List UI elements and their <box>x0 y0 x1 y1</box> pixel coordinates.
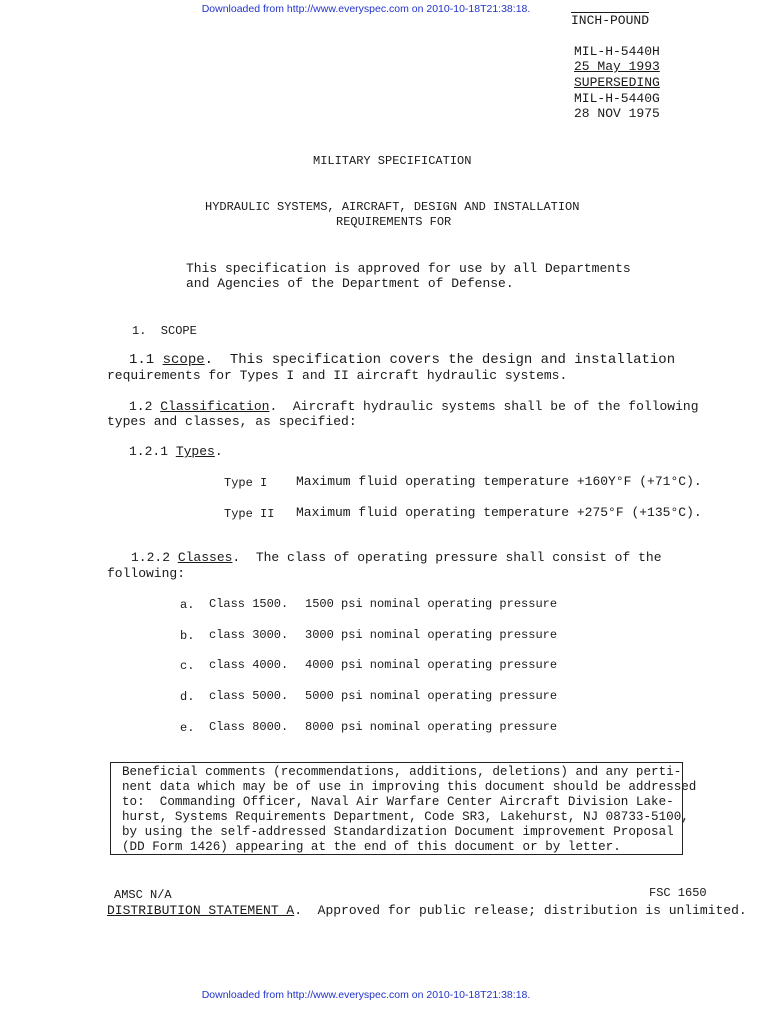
class-label: Class 1500. <box>209 597 289 611</box>
download-notice-top: Downloaded from http://www.everyspec.com on 2010-10-18T21:38:18. <box>201 3 531 15</box>
para-text: . The class of operating pressure shall consist of the <box>232 550 662 565</box>
spec-type-heading: MILITARY SPECIFICATION <box>313 154 472 168</box>
comments-line: to: Commanding Officer, Naval Air Warfare Center Aircraft Division Lake- <box>122 795 674 809</box>
class-letter: e. <box>180 721 195 735</box>
class-label: Class 8000. <box>209 720 289 734</box>
para-num: 1.2.2 <box>131 550 178 565</box>
class-description: 1500 psi nominal operating pressure <box>305 597 558 611</box>
para-1-2-2-line-1 <box>131 550 662 566</box>
class-label: class 5000. <box>209 689 289 703</box>
para-1-2-line-2: types and classes, as specified: <box>107 414 357 429</box>
amsc-label: AMSC N/A <box>114 888 172 902</box>
superseding-label: SUPERSEDING <box>574 75 660 90</box>
section-1-heading: 1. SCOPE <box>132 324 197 338</box>
class-letter: d. <box>180 690 195 704</box>
para-title: Types <box>175 444 215 459</box>
para-title: Classes <box>177 550 233 565</box>
fsc-label: FSC 1650 <box>649 886 707 900</box>
spec-title-line-1: HYDRAULIC SYSTEMS, AIRCRAFT, DESIGN AND INSTALLATION <box>205 200 580 214</box>
class-letter: a. <box>180 598 195 612</box>
class-letter: c. <box>180 659 195 673</box>
para-num: 1.1 <box>129 352 163 368</box>
type-label: Type I <box>224 476 268 490</box>
distribution-label: DISTRIBUTION STATEMENT A <box>107 903 295 918</box>
para-num: 1.2.1 <box>129 444 176 459</box>
comments-line: hurst, Systems Requirements Department, Code SR3, Lakehurst, NJ 08733-5100, <box>122 810 689 824</box>
para-title: Classification <box>160 399 270 414</box>
type-description: Maximum fluid operating temperature +275°F (+135°C). <box>296 505 702 520</box>
para-title: scope <box>162 352 205 368</box>
class-description: 3000 psi nominal operating pressure <box>305 628 558 642</box>
class-description: 5000 psi nominal operating pressure <box>305 689 558 703</box>
beneficial-comments-box <box>110 762 697 855</box>
para-1-1-line-2: requirements for Types I and II aircraft hydraulic systems. <box>107 368 568 383</box>
para-1-1-line-1 <box>129 352 675 368</box>
document-date: 25 May 1993 <box>574 59 660 74</box>
para-text: . Aircraft hydraulic systems shall be of the following <box>269 399 699 414</box>
distribution-statement <box>107 903 747 919</box>
unit-system-label: INCH-POUND <box>571 13 650 28</box>
document-id: MIL-H-5440H <box>574 44 660 59</box>
class-letter: b. <box>180 629 195 643</box>
class-description: 4000 psi nominal operating pressure <box>305 658 558 672</box>
class-label: class 3000. <box>209 628 289 642</box>
para-text: . <box>214 444 223 459</box>
approval-line-1: This specification is approved for use by all Departments <box>186 261 631 276</box>
para-1-2-line-1 <box>129 399 699 415</box>
para-1-2-1 <box>129 444 223 460</box>
type-description: Maximum fluid operating temperature +160Y°F (+71°C). <box>296 474 702 489</box>
comments-line: nent data which may be of use in improving this document should be addressed <box>122 780 697 794</box>
approval-line-2: and Agencies of the Department of Defense. <box>186 276 514 291</box>
comments-line: by using the self-addressed Standardization Document improvement Proposal <box>122 825 674 839</box>
type-label: Type II <box>224 507 275 521</box>
spec-title-line-2: REQUIREMENTS FOR <box>336 215 452 229</box>
para-1-2-2-line-2: following: <box>107 566 186 581</box>
para-num: 1.2 <box>129 399 161 414</box>
download-notice-bottom: Downloaded from http://www.everyspec.com on 2010-10-18T21:38:18. <box>201 989 531 1001</box>
class-label: class 4000. <box>209 658 289 672</box>
para-text: . This specification covers the design and installation <box>204 352 676 368</box>
superseded-date: 28 NOV 1975 <box>574 106 660 121</box>
superseded-id: MIL-H-5440G <box>574 91 660 106</box>
distribution-text: . Approved for public release; distribution is unlimited. <box>294 903 747 918</box>
comments-line: Beneficial comments (recommendations, additions, deletions) and any perti- <box>122 765 682 779</box>
class-description: 8000 psi nominal operating pressure <box>305 720 558 734</box>
comments-line: (DD Form 1426) appearing at the end of this document or by letter. <box>122 840 621 854</box>
